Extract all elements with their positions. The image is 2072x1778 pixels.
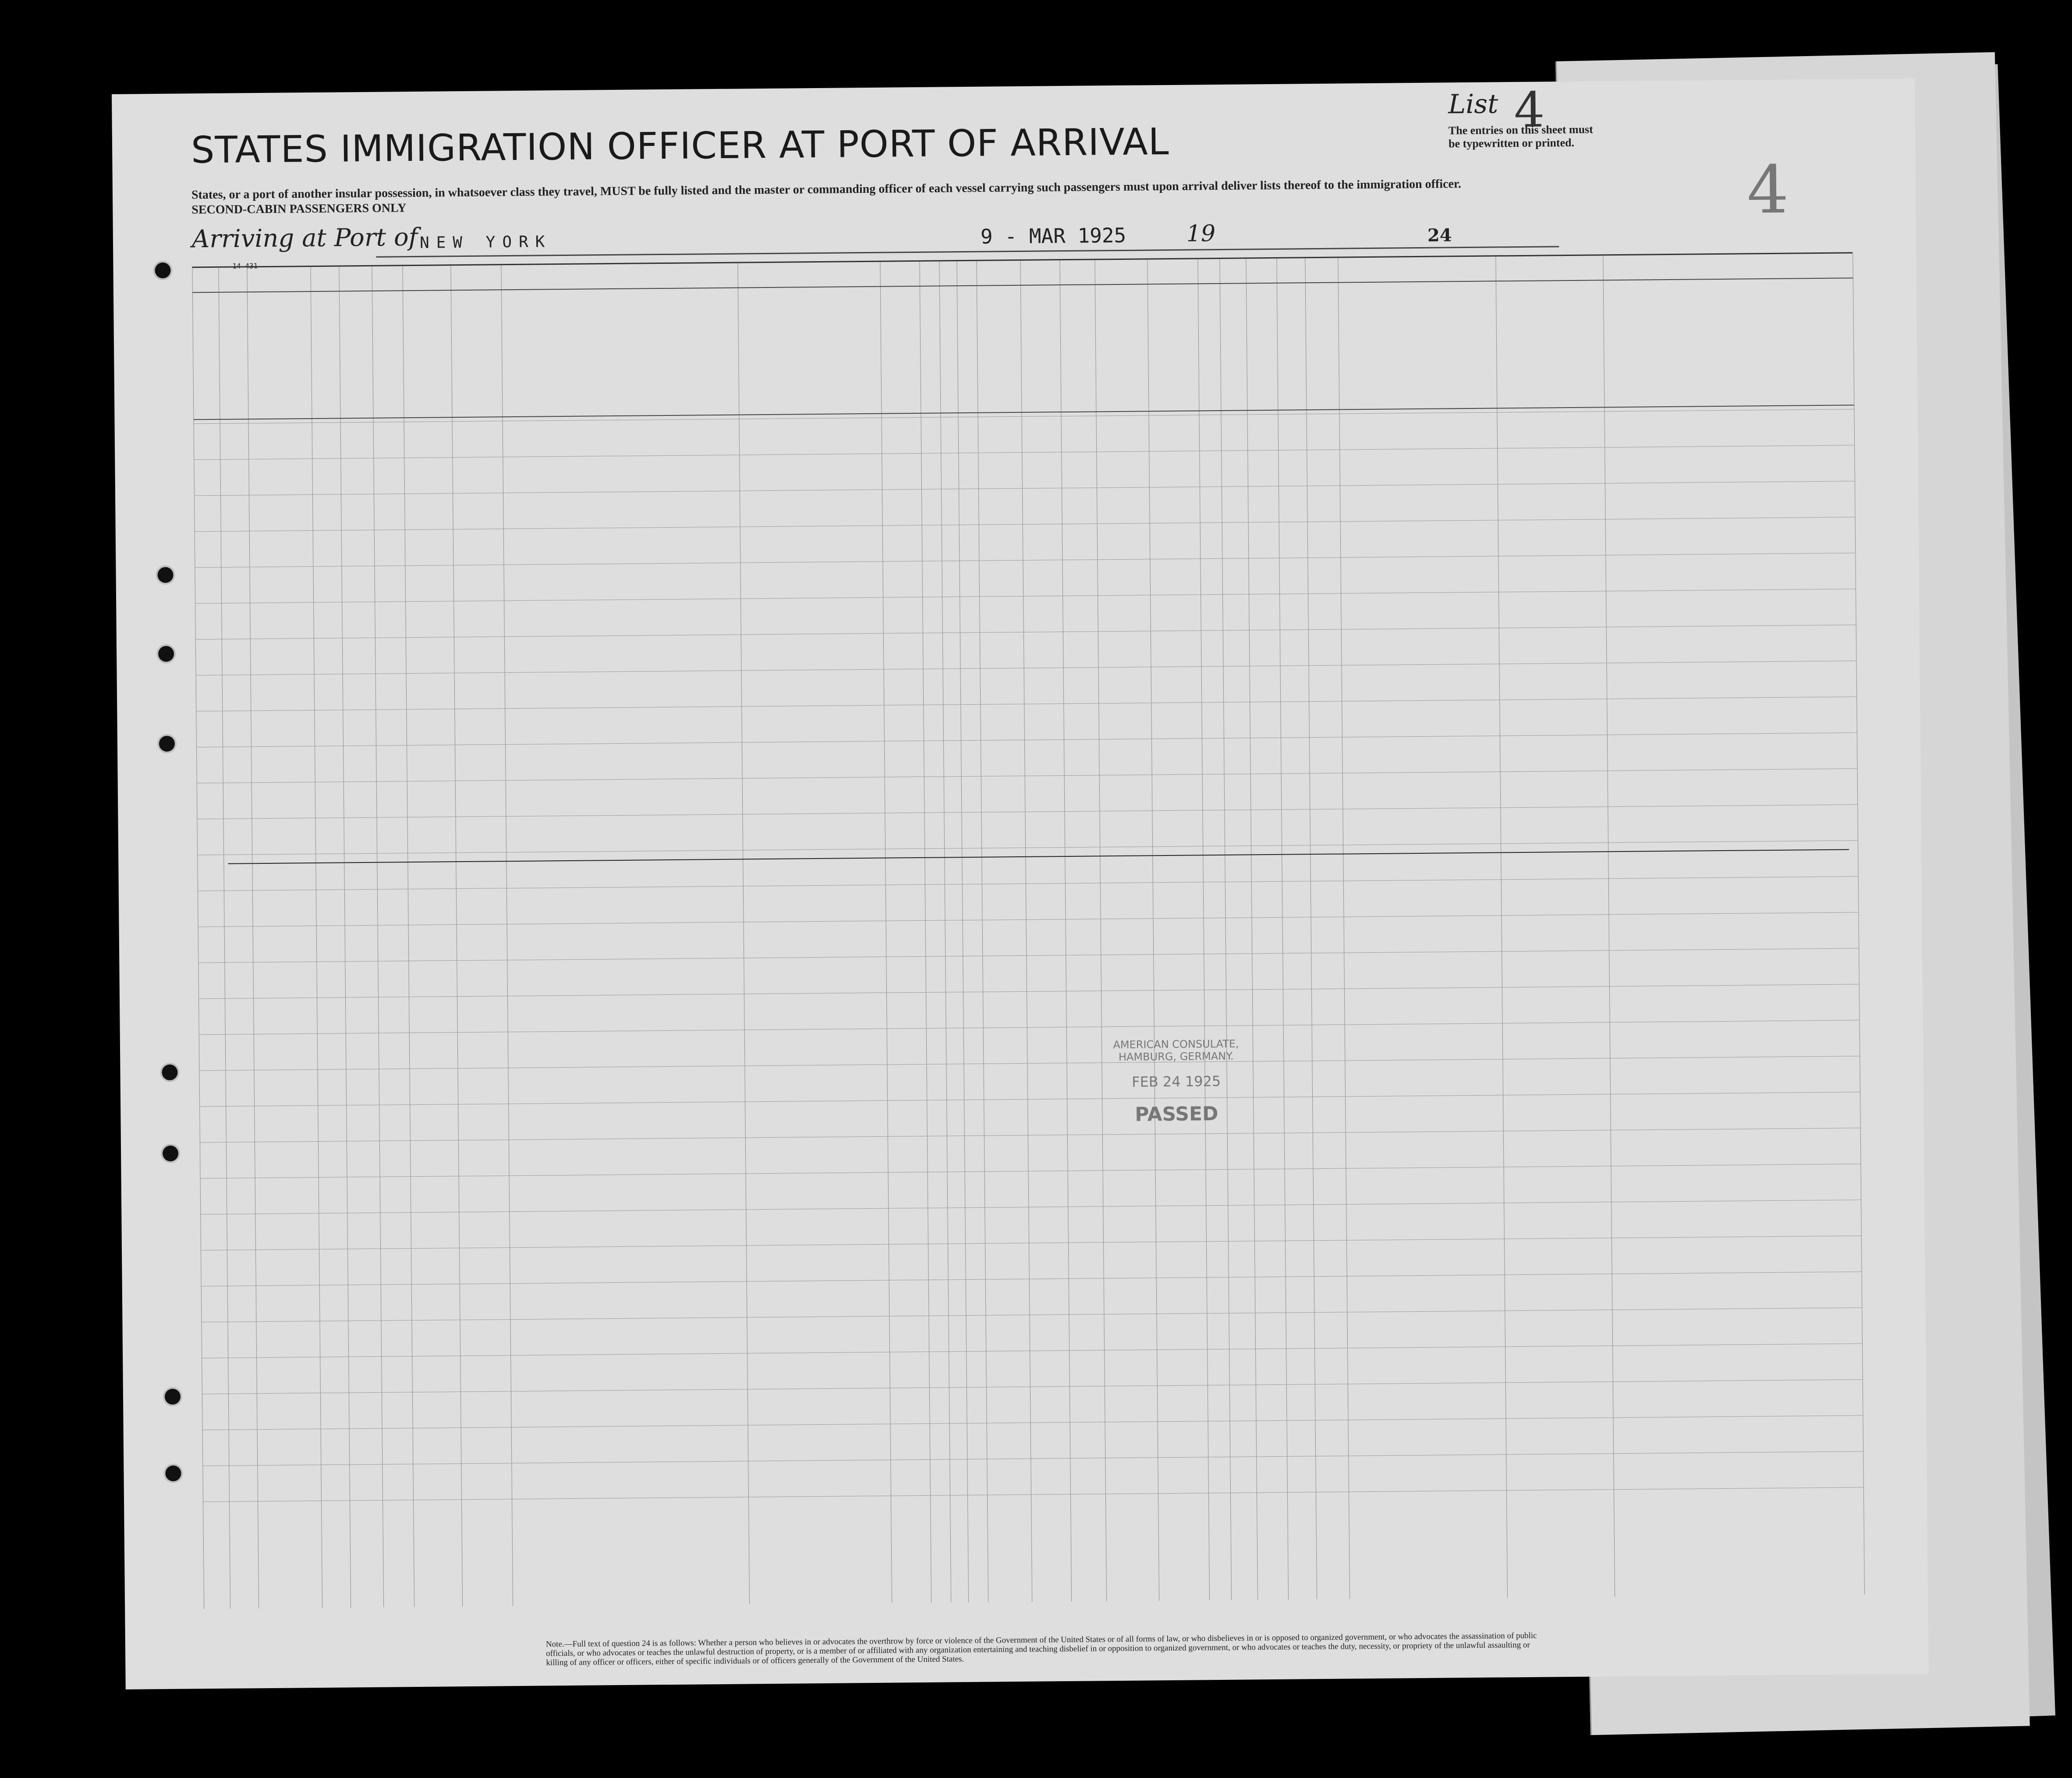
header-c33 bbox=[1608, 303, 1739, 304]
row-rule bbox=[199, 1092, 1860, 1107]
row-rule bbox=[195, 625, 1856, 639]
column-number bbox=[1625, 261, 1651, 262]
header-c26 bbox=[1029, 298, 1030, 394]
header-c20c bbox=[806, 306, 807, 394]
header-c28 bbox=[1150, 320, 1196, 321]
punch-hole bbox=[157, 567, 173, 583]
row-rule bbox=[195, 589, 1856, 603]
column-rule bbox=[218, 268, 230, 1609]
arrival-date: 9 - MAR 1925 bbox=[980, 223, 1126, 248]
row-number bbox=[194, 443, 220, 444]
column-rule bbox=[372, 266, 384, 1608]
punch-hole bbox=[159, 736, 175, 752]
row-rule bbox=[202, 1451, 1863, 1466]
arriving-label: Arriving at Port of bbox=[191, 223, 418, 254]
header-c32 bbox=[1341, 335, 1494, 337]
column-rule bbox=[339, 266, 351, 1608]
row-number bbox=[197, 802, 223, 803]
column-rule bbox=[1094, 260, 1107, 1601]
row-number bbox=[198, 1018, 225, 1019]
header-c18_sub bbox=[412, 346, 499, 347]
year-suffix: 24 bbox=[1427, 225, 1452, 246]
stamp-line1: AMERICAN CONSULATE, bbox=[1113, 1037, 1239, 1051]
row-number bbox=[202, 1413, 228, 1414]
header-c24 bbox=[959, 298, 960, 395]
subtitle bbox=[191, 175, 1637, 218]
column-rule bbox=[919, 262, 932, 1603]
header-c35 bbox=[1775, 363, 1836, 364]
header-c20 bbox=[740, 295, 828, 296]
list-note: The entries on this sheet must be typewritten or printed. bbox=[1448, 123, 1594, 150]
arrival-port: NEW YORK bbox=[419, 233, 552, 252]
row-rule bbox=[196, 660, 1856, 675]
column-rule bbox=[450, 266, 463, 1607]
cell-marks bbox=[1457, 593, 1588, 595]
column-number bbox=[606, 270, 633, 271]
header-c17 bbox=[314, 300, 315, 387]
column-rule bbox=[247, 267, 259, 1608]
strike-line bbox=[228, 849, 1849, 864]
column-rule bbox=[939, 262, 951, 1603]
header-bottom-rule bbox=[193, 405, 1854, 420]
column-rule bbox=[1197, 259, 1210, 1600]
header-c15 bbox=[225, 301, 226, 406]
row-rule bbox=[201, 1307, 1862, 1322]
list-label: List bbox=[1448, 89, 1498, 120]
row-number bbox=[202, 1377, 228, 1378]
row-rule bbox=[198, 876, 1858, 891]
row-number bbox=[202, 1341, 228, 1342]
column-rule bbox=[501, 265, 513, 1606]
form-number: 14-431 bbox=[232, 262, 258, 270]
header-c19 bbox=[517, 338, 727, 340]
column-rule bbox=[310, 267, 322, 1608]
row-number bbox=[198, 910, 224, 911]
header-c25 bbox=[990, 298, 991, 395]
punch-hole bbox=[155, 263, 170, 278]
header-c34_36 bbox=[1739, 297, 1853, 298]
row-rule bbox=[202, 1343, 1862, 1358]
row-rule bbox=[200, 1128, 1860, 1143]
row-rule bbox=[200, 1200, 1861, 1214]
punch-hole bbox=[158, 646, 174, 662]
column-number bbox=[1064, 266, 1091, 267]
row-rule bbox=[200, 1164, 1861, 1178]
header-c29 bbox=[1200, 311, 1244, 312]
row-rule bbox=[195, 517, 1855, 532]
column-rule bbox=[1219, 259, 1232, 1600]
row-rule bbox=[195, 553, 1855, 568]
row-number bbox=[197, 838, 223, 839]
row-rule bbox=[196, 732, 1857, 747]
header-c16 bbox=[248, 306, 310, 307]
column-rule bbox=[1246, 259, 1258, 1600]
header-c18_where bbox=[456, 379, 491, 380]
row-rule bbox=[194, 409, 1854, 424]
punch-hole bbox=[162, 1065, 177, 1080]
column-rule bbox=[1603, 256, 1615, 1597]
column-rule bbox=[192, 268, 204, 1609]
row-rule bbox=[198, 984, 1859, 999]
list-number: 4 bbox=[1513, 82, 1545, 138]
header-c23 bbox=[942, 298, 943, 395]
column-rule bbox=[1338, 258, 1350, 1599]
column-number bbox=[222, 273, 248, 274]
header-c29_feet bbox=[1206, 377, 1207, 404]
row-rule bbox=[198, 948, 1859, 963]
column-rule bbox=[956, 261, 969, 1602]
header-c26b bbox=[1069, 298, 1070, 394]
handwritten-sheet-number: 4 bbox=[1746, 152, 1789, 229]
column-rule bbox=[737, 263, 750, 1604]
row-rule bbox=[201, 1235, 1861, 1250]
row-rule bbox=[198, 912, 1859, 927]
column-rule bbox=[1020, 261, 1032, 1602]
column-number bbox=[1536, 262, 1562, 263]
column-rule bbox=[1305, 258, 1317, 1599]
column-number bbox=[1027, 266, 1053, 267]
row-rule bbox=[197, 840, 1858, 855]
row-rule bbox=[203, 1487, 1863, 1502]
header-c20b bbox=[782, 307, 783, 394]
header-c18 bbox=[374, 302, 499, 303]
column-number bbox=[1196, 265, 1222, 266]
column-number bbox=[1277, 264, 1303, 265]
row-number bbox=[198, 982, 225, 983]
stamp-status: PASSED bbox=[1135, 1103, 1218, 1126]
row-rule bbox=[197, 768, 1857, 783]
column-rule bbox=[976, 261, 988, 1602]
column-rule bbox=[1852, 253, 1865, 1594]
row-number bbox=[202, 1449, 229, 1450]
column-number bbox=[1403, 263, 1430, 264]
row-rule bbox=[202, 1379, 1863, 1394]
row-rule bbox=[196, 696, 1856, 711]
row-rule bbox=[194, 445, 1854, 460]
column-rule bbox=[1495, 256, 1508, 1597]
column-rule bbox=[402, 266, 414, 1607]
footnote: Note.—Full text of question 24 is as follows: Whether a person who believes in or advocates the overthrow by force or violence of the Government of the United States or of all forms of law, or who disbelieves in or is opposed to organized government, or who advocates the assassination of public officials, or who advocates or teaches the unlawful destruction of property, or is a member of or affiliated with any organization entertaining and teaching disbelief in or opposition to organized government, or who advocates or teaches the duty, necessity, or propriety of the unlawful assaulting or killing of any officer or officers, either of specific individuals or of officers generally of the Government of the United States. bbox=[545, 1631, 1537, 1668]
column-rule bbox=[1276, 259, 1289, 1600]
manifest-table bbox=[192, 252, 1864, 1609]
row-rule bbox=[202, 1415, 1863, 1430]
row-rule bbox=[194, 481, 1855, 496]
punch-hole bbox=[163, 1146, 178, 1161]
column-rule bbox=[880, 262, 892, 1603]
row-rule bbox=[199, 1020, 1859, 1035]
header-c22 bbox=[924, 299, 925, 395]
punch-hole bbox=[165, 1466, 181, 1481]
column-rule bbox=[1147, 259, 1159, 1601]
row-number bbox=[198, 874, 224, 875]
consulate-stamp bbox=[1062, 1037, 1291, 1127]
punch-hole bbox=[165, 1389, 181, 1405]
row-rule bbox=[199, 1056, 1859, 1071]
header-c20a bbox=[749, 307, 750, 394]
subtitle-text: States, or a port of another insular possession, in whatsoever class they travel, MUST be fully listed and the master or commanding officer of each vessel carrying such passengers must upon arrival deliver lists thereof to the immigration officer. bbox=[191, 177, 1461, 202]
page-title: STATES IMMIGRATION OFFICER AT PORT OF ARRIVAL bbox=[191, 120, 1169, 172]
row-number bbox=[203, 1485, 229, 1486]
stamp-date: FEB 24 1925 bbox=[1132, 1072, 1221, 1090]
row-rule bbox=[197, 804, 1857, 819]
row-rule bbox=[201, 1271, 1862, 1286]
manifest-sheet bbox=[112, 78, 1929, 1689]
year-prefix: 19 bbox=[1186, 220, 1216, 247]
header-c21 bbox=[890, 299, 891, 396]
header-rule bbox=[192, 277, 1853, 293]
column-rule bbox=[1059, 260, 1072, 1601]
subtitle-class: SECOND-CABIN PASSENGERS ONLY bbox=[191, 201, 407, 217]
stamp-line2: HAMBURG, GERMANY. bbox=[1118, 1050, 1234, 1064]
row-number bbox=[198, 946, 224, 947]
